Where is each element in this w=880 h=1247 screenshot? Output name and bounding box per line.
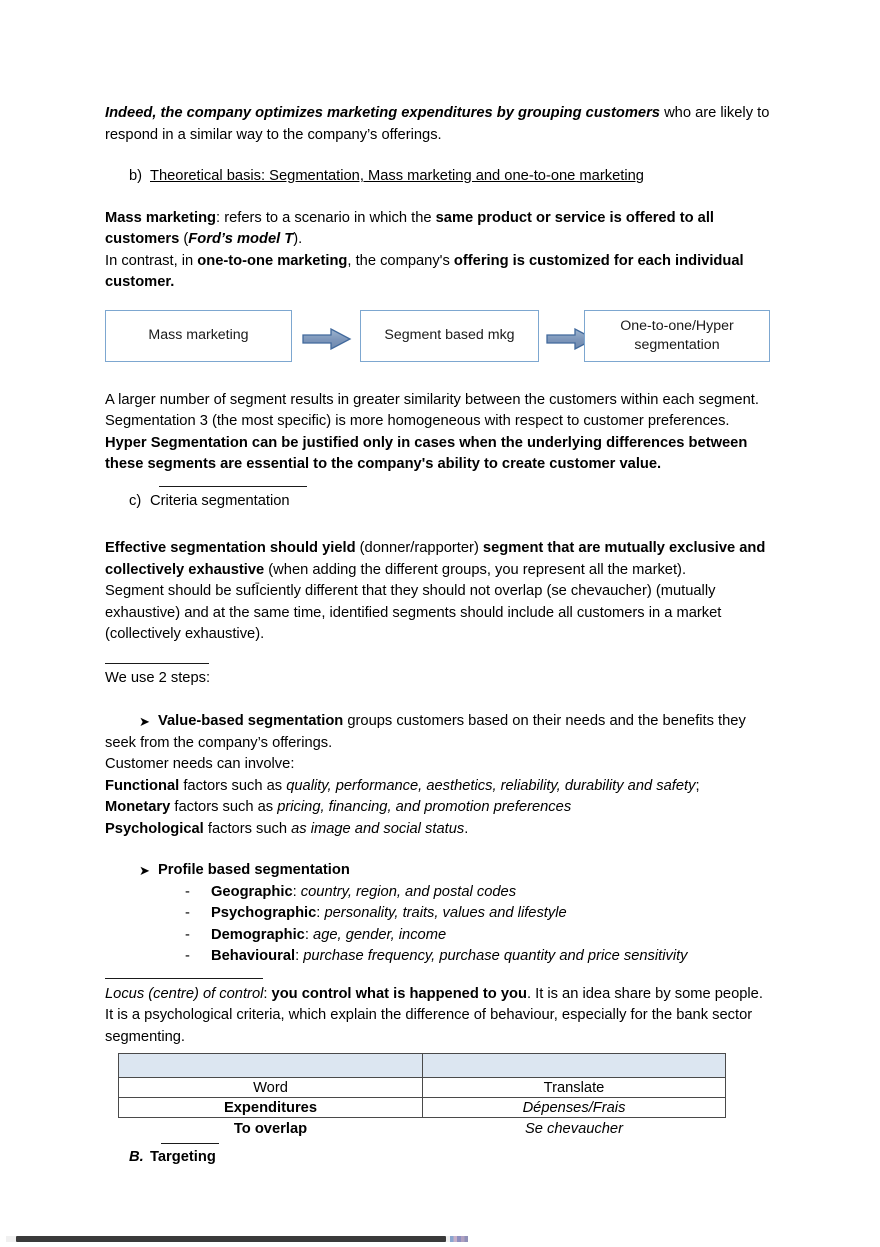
dash-bullet-icon: -	[185, 948, 190, 964]
monetary-plain: factors such as	[170, 799, 278, 815]
demographic-italic: age, gender, income	[313, 926, 447, 943]
table-header-blank-right	[423, 1054, 726, 1078]
spacer	[105, 689, 770, 711]
scrollbar-end-decoration	[450, 1236, 468, 1242]
list-item-b-label: Theoretical basis: Segmentation, Mass marketing and one-to-one marketing	[150, 168, 644, 184]
monetary-label: Monetary	[105, 799, 171, 815]
ford-model-t: Ford’s model T	[188, 231, 294, 247]
psychographic-italic: personality, traits, values and lifestyle	[324, 905, 567, 921]
table-row	[119, 1098, 726, 1118]
we-use-steps-paragraph: We use 2 steps:	[105, 669, 211, 686]
geographic-label: Geographic	[211, 883, 293, 900]
hyper-segmentation-paragraph: Hyper Segmentation can be justified only in cases when the underlying differences between these segments are essential to the company's ability to create customer value.	[105, 434, 748, 472]
psychological-tail: .	[464, 820, 469, 837]
list-item-b	[105, 166, 770, 188]
functional-tail: ;	[695, 777, 700, 794]
bullet-0-rest: groups customers based on their needs and the benefits they	[343, 713, 746, 729]
behavioural-colon: :	[295, 948, 304, 964]
paren-open: (	[179, 231, 189, 247]
contrast-mid: , the company's	[347, 252, 454, 269]
locus-italic-label: Locus (centre) of control	[105, 985, 264, 1002]
spacer	[105, 188, 770, 208]
table-row-header-blank	[119, 1054, 726, 1078]
mass-marketing-mid: : refers to a scenario in which the	[216, 209, 436, 226]
sub-item-psychographic-body	[211, 903, 567, 925]
document-content	[105, 103, 770, 1168]
dash-bullet-icon: -	[185, 883, 190, 900]
mass-marketing-paragraph	[105, 208, 770, 251]
spacer	[105, 476, 770, 486]
diagram-box-segment-based	[360, 310, 539, 362]
demographic-colon: :	[304, 926, 314, 943]
edit-rule-above-we-use	[105, 663, 209, 664]
spacer	[105, 646, 770, 663]
functional-label: Functional	[105, 777, 180, 794]
diagram-box-3-label: One-to-one/Hyper segmentation	[620, 317, 734, 353]
list-marker-b: b)	[129, 168, 143, 184]
effective-bold-1: Effective segmentation should yield	[105, 540, 356, 556]
bullet-0-body	[158, 711, 770, 733]
mass-marketing-bold2: same product or service is offered to all customers	[105, 209, 714, 247]
locus-bold: you control what is happened to you	[271, 985, 527, 1002]
spacer	[105, 368, 770, 390]
intro-rest-text: who are likely to respond in a similar way to the company’s offerings.	[105, 105, 770, 143]
bullet-profile-based-segmentation	[105, 860, 770, 882]
psychological-plain: factors such	[203, 820, 292, 837]
segment-should-paragraph: Segment should be sufĪciently different that they should not overlap (se chevaucher) (mutually exhaustive) and at the same time, identified segments should include all customers in a market (collectively exhaustive).	[105, 583, 722, 642]
dash-bullet-icon: -	[185, 905, 190, 921]
table-cell-depenses-frais: Dépenses/Frais	[423, 1098, 726, 1118]
behavioural-italic: purchase frequency, purchase quantity and price sensitivity	[303, 948, 688, 964]
table-row	[119, 1078, 726, 1098]
table-row	[119, 1118, 726, 1141]
spacer	[105, 512, 770, 538]
sub-item-behavioural-body	[211, 946, 688, 968]
psychological-label: Psychological	[105, 820, 204, 837]
vocabulary-table	[118, 1053, 726, 1141]
list-item-B-targeting	[105, 1147, 770, 1169]
segmentation-process-diagram	[105, 310, 770, 368]
functional-factors-line	[105, 776, 770, 798]
sub-item-demographic	[158, 925, 770, 947]
edit-rule-above-locus	[105, 978, 263, 979]
spacer	[105, 840, 770, 860]
sub-item-geographic-body	[211, 882, 516, 904]
bullet-1-bold: Profile based segmentation	[158, 862, 350, 878]
intro-bold-text: Indeed, the company optimizes marketing expenditures by grouping customers	[105, 105, 660, 121]
locus-rest: . It is an idea share by some people. It is a psychological criteria, which explain the difference of behaviour, especially for the bank sector segmenting.	[105, 985, 763, 1045]
table-cell-expenditures: Expenditures	[119, 1098, 423, 1118]
customer-needs-intro: Customer needs can involve:	[105, 756, 295, 772]
list-item-B-label: Targeting	[150, 1148, 216, 1165]
locus-colon: :	[263, 985, 272, 1002]
effective-normal-1: (donner/rapporter)	[355, 540, 483, 556]
paren-close: ).	[293, 231, 303, 247]
monetary-italic: pricing, financing, and promotion preferences	[277, 799, 572, 815]
sub-item-demographic-body	[211, 925, 446, 947]
diagram-box-2-label: Segment based mkg	[384, 327, 515, 343]
monetary-factors-line	[105, 797, 770, 819]
bullet-value-based-segmentation	[105, 711, 770, 733]
psychological-italic: as image and social status	[291, 820, 465, 837]
list-marker-B: B.	[129, 1148, 144, 1165]
intro-paragraph	[105, 103, 770, 146]
spacer	[105, 294, 770, 310]
effective-normal-2: (when adding the different groups, you represent all the market).	[264, 561, 687, 578]
table-cell-to-overlap: To overlap	[233, 1121, 308, 1138]
diagram-box-1-label: Mass marketing	[148, 327, 249, 343]
geographic-colon: :	[292, 883, 301, 900]
contrast-start: In contrast, in	[105, 252, 198, 269]
table-header-blank-left	[119, 1054, 423, 1078]
functional-plain: factors such as	[179, 777, 287, 794]
sub-item-psychographic	[158, 903, 770, 925]
edit-rule-above-targeting	[161, 1143, 219, 1144]
table-cell-se-chevaucher: Se chevaucher	[525, 1121, 623, 1138]
geographic-italic: country, region, and postal codes	[300, 883, 517, 900]
sub-item-geographic	[158, 882, 770, 904]
dash-bullet-icon: -	[185, 926, 190, 943]
edit-rule-above-criteria	[159, 486, 307, 487]
functional-italic: quality, performance, aesthetics, reliability, durability and safety	[286, 777, 696, 794]
locus-paragraph	[105, 984, 770, 1049]
scrollbar-thumb[interactable]	[16, 1236, 446, 1242]
one-to-one-label: one-to-one marketing	[197, 252, 348, 269]
spacer	[105, 968, 770, 978]
arrow-bullet-icon: ➤	[139, 863, 150, 878]
table-cell-translate-header: Translate	[423, 1078, 726, 1098]
psychological-factors-line	[105, 819, 770, 841]
mass-marketing-label: Mass marketing	[105, 209, 217, 226]
diagram-box-mass-marketing	[105, 310, 292, 362]
contrast-paragraph	[105, 251, 770, 294]
demographic-label: Demographic	[211, 926, 305, 943]
sub-item-behavioural	[158, 946, 770, 968]
psychographic-colon: :	[316, 905, 325, 921]
bullet-0-bold: Value-based segmentation	[158, 713, 344, 729]
psychographic-label: Psychographic	[211, 905, 317, 921]
arrow-right-icon	[302, 328, 352, 355]
diagram-box-one-to-one	[584, 310, 770, 362]
bullet-0-second-line: seek from the company’s offerings.	[105, 734, 333, 751]
table-cell-word-header: Word	[119, 1078, 423, 1098]
larger-number-paragraph: A larger number of segment results in greater similarity between the customers within each segment. Segmentation 3 (the most specific) is more homogeneous with respect to customer preferences.	[105, 391, 759, 429]
contrast-bold2: offering is customized for each individual customer.	[105, 252, 744, 290]
horizontal-scrollbar[interactable]	[6, 1236, 468, 1242]
spacer	[105, 146, 770, 166]
behavioural-label: Behavioural	[211, 948, 296, 964]
effective-bold-2: segment that are mutually exclusive and collectively exhaustive	[105, 540, 766, 578]
arrow-bullet-icon: ➤	[139, 714, 150, 729]
effective-segmentation-paragraph	[105, 538, 770, 581]
list-marker-c: c)	[129, 492, 142, 509]
list-item-c-label: Criteria segmentation	[150, 492, 290, 509]
list-item-c	[105, 491, 770, 513]
